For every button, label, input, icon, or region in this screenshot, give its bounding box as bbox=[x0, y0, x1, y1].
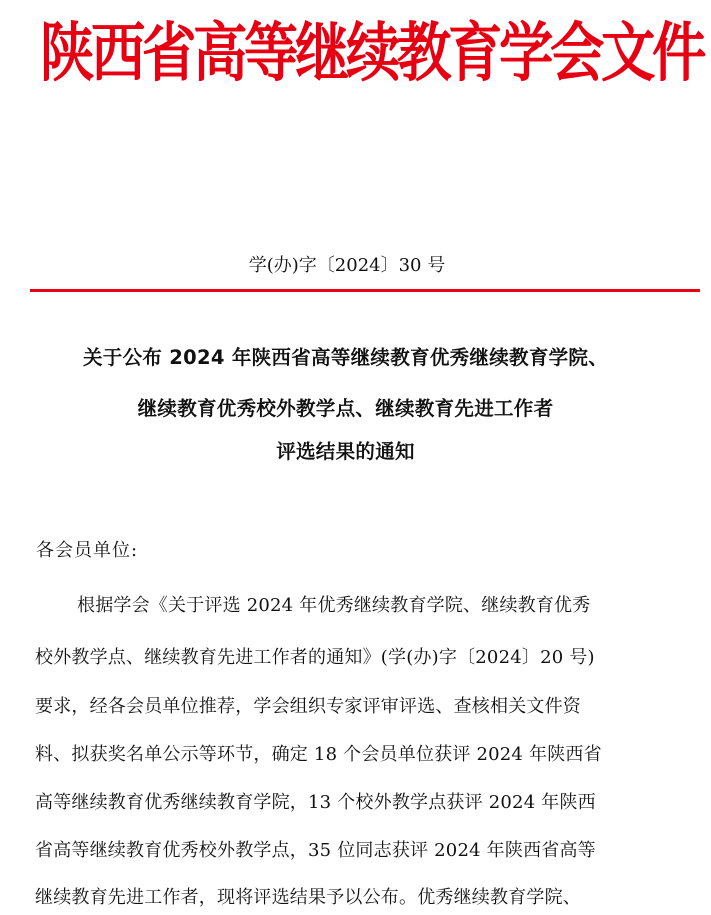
body-paragraph-line: 料、拟获奖名单公示等环节，确定 18 个会员单位获评 2024 年陕西省 bbox=[35, 744, 602, 765]
body-paragraph-line: 要求，经各会员单位推荐，学会组织专家评审评选、查核相关文件资 bbox=[35, 696, 581, 717]
masthead bbox=[0, 4, 711, 104]
salutation: 各会员单位: bbox=[36, 540, 139, 561]
body-paragraph-line: 继续教育先进工作者，现将评选结果予以公布。优秀继续教育学院、 bbox=[35, 887, 581, 908]
body-paragraph-line: 高等继续教育优秀继续教育学院，13 个校外教学点获评 2024 年陕西 bbox=[35, 792, 596, 813]
body-paragraph-line: 根据学会《关于评选 2024 年优秀继续教育学院、继续教育优秀 bbox=[77, 595, 591, 616]
body-paragraph-line: 省高等继续教育优秀校外教学点，35 位同志获评 2024 年陕西省高等 bbox=[35, 840, 596, 861]
masthead-title: 陕西省高等继续教育学会文件 bbox=[40, 16, 703, 91]
notice-title-line-2: 继续教育优秀校外教学点、继续教育先进工作者 bbox=[137, 397, 554, 420]
notice-title-line-3: 评选结果的通知 bbox=[276, 440, 415, 463]
red-divider-rule bbox=[30, 289, 700, 292]
notice-title-line-1: 关于公布 2024 年陕西省高等继续教育优秀继续教育学院、 bbox=[82, 346, 609, 369]
document-number: 学(办)字〔2024〕30 号 bbox=[248, 255, 446, 276]
body-paragraph-line: 校外教学点、继续教育先进工作者的通知》(学(办)字〔2024〕20 号) bbox=[35, 647, 595, 668]
